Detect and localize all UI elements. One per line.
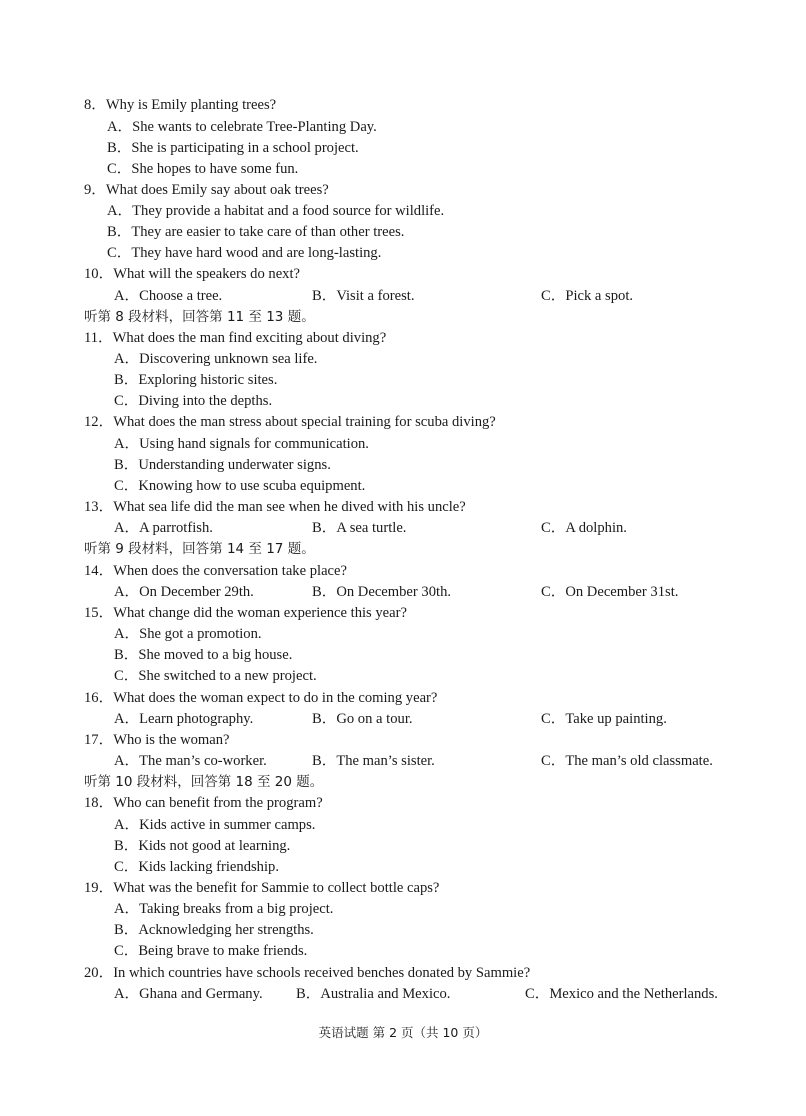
question-19-option-a: A．Taking breaks from a big project. — [114, 901, 334, 917]
question-15: 15．What change did the woman experience this year? — [84, 605, 407, 621]
question-8-option-a: A．She wants to celebrate Tree-Planting Day. — [107, 119, 377, 135]
question-9-option-c: C．They have hard wood and are long-lasting. — [107, 245, 382, 261]
question-8-option-c: C．She hopes to have some fun. — [107, 161, 299, 177]
question-13-option-c: C．A dolphin. — [541, 520, 627, 536]
question-15-option-a: A．She got a promotion. — [114, 626, 262, 642]
question-10: 10．What will the speakers do next? — [84, 266, 301, 282]
question-16-option-a: A．Learn photography. — [114, 711, 254, 727]
question-20-option-b: B．Australia and Mexico. — [296, 986, 451, 1002]
question-12-option-c: C．Knowing how to use scuba equipment. — [114, 478, 366, 494]
question-16-option-c: C．Take up painting. — [541, 711, 667, 727]
question-18-option-a: A．Kids active in summer camps. — [114, 817, 316, 833]
question-11-option-b: B．Exploring historic sites. — [114, 372, 278, 388]
question-19-option-c: C．Being brave to make friends. — [114, 943, 308, 959]
question-18-option-b: B．Kids not good at learning. — [114, 838, 291, 854]
question-11-option-a: A．Discovering unknown sea life. — [114, 351, 318, 367]
section-heading-8: 听第 8 段材料，回答第 11 至 13 题。 — [84, 309, 315, 325]
question-17-option-c: C．The man’s old classmate. — [541, 753, 713, 769]
question-14-option-a: A．On December 29th. — [114, 584, 254, 600]
question-10-option-b: B．Visit a forest. — [312, 288, 415, 304]
question-9-option-a: A．They provide a habitat and a food source for wildlife. — [107, 203, 445, 219]
question-17: 17．Who is the woman? — [84, 732, 230, 748]
question-12-option-b: B．Understanding underwater signs. — [114, 457, 331, 473]
question-13-option-a: A．A parrotfish. — [114, 520, 213, 536]
page-footer: 英语试题 第 2 页（共 10 页） — [318, 1025, 488, 1040]
question-11-option-c: C．Diving into the depths. — [114, 393, 273, 409]
question-14-option-c: C．On December 31st. — [541, 584, 679, 600]
question-17-option-b: B．The man’s sister. — [312, 753, 435, 769]
section-heading-9: 听第 9 段材料，回答第 14 至 17 题。 — [84, 541, 315, 557]
question-18-option-c: C．Kids lacking friendship. — [114, 859, 279, 875]
question-18: 18．Who can benefit from the program? — [84, 795, 323, 811]
question-20-option-c: C．Mexico and the Netherlands. — [525, 986, 718, 1002]
question-8: 8．Why is Emily planting trees? — [84, 97, 277, 113]
question-9: 9．What does Emily say about oak trees? — [84, 182, 329, 198]
question-9-option-b: B．They are easier to take care of than other trees. — [107, 224, 405, 240]
question-17-option-a: A．The man’s co-worker. — [114, 753, 267, 769]
question-15-option-c: C．She switched to a new project. — [114, 668, 317, 684]
question-10-option-a: A．Choose a tree. — [114, 288, 223, 304]
question-8-option-b: B．She is participating in a school project. — [107, 140, 359, 156]
question-12: 12．What does the man stress about special training for scuba diving? — [84, 414, 496, 430]
question-16-option-b: B．Go on a tour. — [312, 711, 413, 727]
question-19: 19．What was the benefit for Sammie to collect bottle caps? — [84, 880, 440, 896]
question-20: 20．In which countries have schools received benches donated by Sammie? — [84, 965, 531, 981]
question-16: 16．What does the woman expect to do in the coming year? — [84, 690, 438, 706]
question-13: 13．What sea life did the man see when he dived with his uncle? — [84, 499, 466, 515]
question-19-option-b: B．Acknowledging her strengths. — [114, 922, 314, 938]
question-12-option-a: A．Using hand signals for communication. — [114, 436, 369, 452]
section-heading-10: 听第 10 段材料，回答第 18 至 20 题。 — [84, 774, 324, 790]
question-10-option-c: C．Pick a spot. — [541, 288, 634, 304]
question-13-option-b: B．A sea turtle. — [312, 520, 407, 536]
question-14-option-b: B．On December 30th. — [312, 584, 452, 600]
question-14: 14．When does the conversation take place? — [84, 563, 347, 579]
question-20-option-a: A．Ghana and Germany. — [114, 986, 263, 1002]
question-15-option-b: B．She moved to a big house. — [114, 647, 293, 663]
question-11: 11．What does the man find exciting about diving? — [84, 330, 387, 346]
